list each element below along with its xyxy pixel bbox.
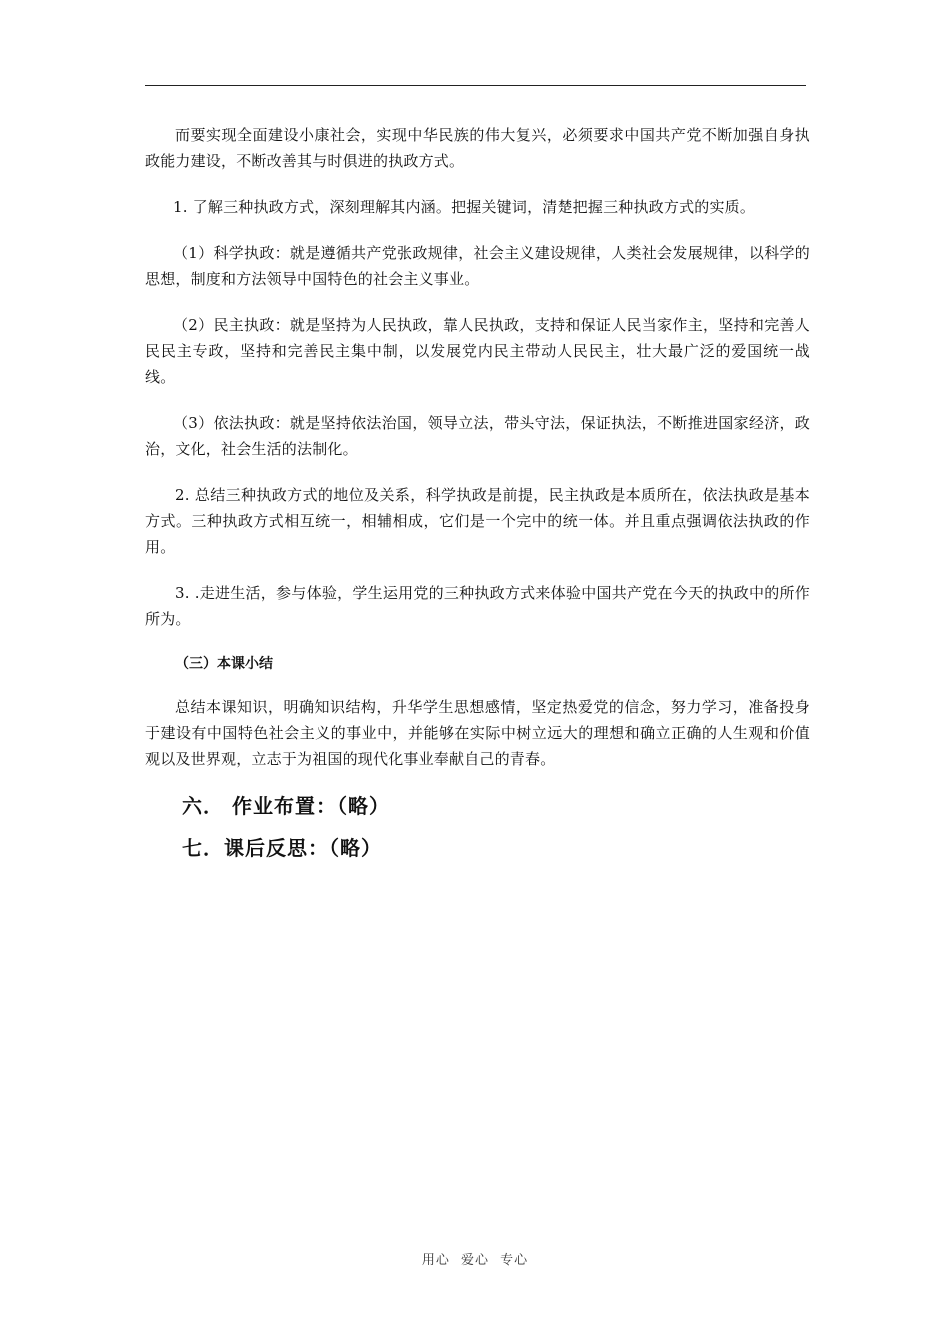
homework-heading: 六． 作业布置：（略）: [182, 794, 390, 818]
point-1-paragraph: 1. 了解三种执政方式，深刻理解其内涵。把握关键词，清楚把握三种执政方式的实质。: [173, 198, 756, 216]
page-footer: 用心 爱心 专心: [421, 1253, 529, 1268]
lawful-governance-paragraph: （3）依法执政：就是坚持依法治国，领导立法，带头守法，保证执法，不断推进国家经济，政治，文化，社会生活的法制化。: [145, 414, 810, 458]
point-2-paragraph: 2. 总结三种执政方式的地位及关系，科学执政是前提，民主执政是本质所在，依法执政是基本方式。三种执政方式相互统一，相辅相成，它们是一个完中的统一体。并且重点强调依法执政的作用。: [145, 486, 810, 556]
reflection-heading: 七．课后反思：（略）: [182, 836, 382, 860]
lesson-summary-paragraph: 总结本课知识，明确知识结构，升华学生思想感情，坚定热爱党的信念，努力学习，准备投身于建设有中国特色社会主义的事业中，并能够在实际中树立远大的理想和确立正确的人生观和价值观以及世界观，立志于为祖国的现代化事业奉献自己的青春。: [145, 698, 810, 768]
header-rule: [145, 85, 806, 86]
scientific-governance-paragraph: （1）科学执政：就是遵循共产党张政规律，社会主义建设规律，人类社会发展规律，以科学的思想，制度和方法领导中国特色的社会主义事业。: [145, 244, 810, 288]
document-body: [145, 122, 810, 876]
intro-paragraph: 而要实现全面建设小康社会，实现中华民族的伟大复兴，必须要求中国共产党不断加强自身执政能力建设，不断改善其与时俱进的执政方式。: [145, 126, 810, 170]
point-3-paragraph: 3. .走进生活，参与体验，学生运用党的三种执政方式来体验中国共产党在今天的执政中的所作所为。: [145, 584, 810, 628]
lesson-summary-heading: （三）本课小结: [175, 656, 273, 672]
democratic-governance-paragraph: （2）民主执政：就是坚持为人民执政，靠人民执政，支持和保证人民当家作主，坚持和完善人民民主专政，坚持和完善民主集中制，以发展党内民主带动人民民主，壮大最广泛的爱国统一战线。: [145, 316, 810, 386]
